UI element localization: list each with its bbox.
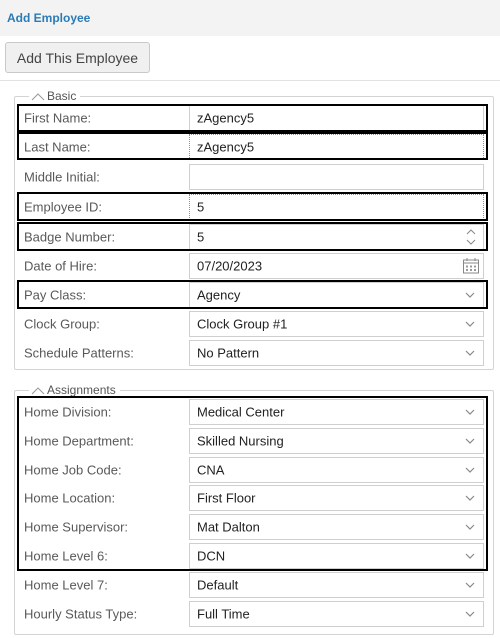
home-department-value: Skilled Nursing [197, 433, 284, 449]
last-name-label: Last Name: [24, 139, 91, 155]
home-level-6-select[interactable] [189, 543, 484, 569]
home-supervisor-row [24, 514, 484, 540]
date-of-hire-label: Date of Hire: [24, 258, 97, 274]
employee-id-label: Employee ID: [24, 199, 103, 215]
chevron-down-icon [465, 350, 475, 357]
chevron-down-icon [465, 467, 475, 474]
pay-class-select[interactable] [189, 282, 484, 308]
home-department-select[interactable] [189, 428, 484, 454]
chevron-down-icon [465, 553, 475, 560]
employee-id-value: 5 [197, 199, 205, 215]
chevron-up-icon [31, 93, 45, 101]
home-level-7-value: Default [197, 577, 239, 593]
last-name-value: zAgency5 [197, 139, 255, 155]
chevron-up-icon [31, 387, 45, 395]
add-employee-button[interactable]: Add This Employee [5, 42, 150, 73]
hourly-status-type-row [24, 601, 484, 627]
first-name-row [24, 105, 484, 131]
home-job-code-select[interactable] [189, 457, 484, 483]
home-job-code-value: CNA [197, 462, 225, 478]
last-name-input[interactable] [189, 134, 484, 160]
hourly-status-type-label: Hourly Status Type: [24, 606, 138, 622]
page-title: Add Employee [7, 11, 91, 25]
basic-legend[interactable] [29, 90, 80, 102]
last-name-row [24, 134, 484, 160]
badge-number-input[interactable] [189, 224, 484, 250]
chevron-down-icon [465, 582, 475, 589]
assignments-legend-label: Assignments [47, 383, 116, 397]
home-division-row [24, 399, 484, 425]
pay-class-value: Agency [197, 287, 241, 303]
assignments-legend[interactable] [29, 384, 120, 396]
middle-initial-row [24, 164, 484, 190]
home-job-code-label: Home Job Code: [24, 462, 122, 478]
home-location-select[interactable] [189, 485, 484, 511]
home-division-value: Medical Center [197, 404, 285, 420]
header-bar [0, 0, 500, 36]
pay-class-label: Pay Class: [24, 287, 87, 303]
employee-id-row [24, 194, 484, 220]
home-location-label: Home Location: [24, 490, 116, 506]
home-division-select[interactable] [189, 399, 484, 425]
first-name-input[interactable] [189, 105, 484, 131]
home-division-label: Home Division: [24, 404, 112, 420]
pay-class-row [24, 282, 484, 308]
home-supervisor-label: Home Supervisor: [24, 519, 129, 535]
schedule-patterns-select[interactable] [189, 340, 484, 366]
clock-group-value: Clock Group #1 [197, 316, 288, 332]
home-level-6-value: DCN [197, 548, 226, 564]
home-level-7-label: Home Level 7: [24, 577, 108, 593]
home-supervisor-value: Mat Dalton [197, 519, 260, 535]
chevron-down-icon [465, 611, 475, 618]
middle-initial-label: Middle Initial: [24, 169, 100, 185]
clock-group-row [24, 311, 484, 337]
chevron-down-icon [465, 321, 475, 328]
clock-group-select[interactable] [189, 311, 484, 337]
clock-group-label: Clock Group: [24, 316, 100, 332]
chevron-down-icon [465, 409, 475, 416]
home-department-label: Home Department: [24, 433, 134, 449]
toolbar [0, 36, 500, 81]
home-job-code-row [24, 457, 484, 483]
home-location-row [24, 485, 484, 511]
first-name-label: First Name: [24, 110, 92, 126]
middle-initial-input[interactable] [189, 164, 484, 190]
chevron-down-icon [465, 438, 475, 445]
home-location-value: First Floor [197, 490, 256, 506]
badge-number-row [24, 224, 484, 250]
chevron-down-icon [465, 524, 475, 531]
home-level-7-row [24, 572, 484, 598]
schedule-patterns-label: Schedule Patterns: [24, 345, 134, 361]
home-level-6-label: Home Level 6: [24, 548, 108, 564]
badge-number-label: Badge Number: [24, 229, 116, 245]
employee-id-input[interactable] [189, 194, 484, 220]
basic-legend-label: Basic [47, 89, 77, 103]
home-level-6-row [24, 543, 484, 569]
chevron-down-icon [465, 292, 475, 299]
hourly-status-type-select[interactable] [189, 601, 484, 627]
home-level-7-select[interactable] [189, 572, 484, 598]
schedule-patterns-value: No Pattern [197, 345, 260, 361]
badge-number-value: 5 [197, 229, 205, 245]
hourly-status-type-value: Full Time [197, 606, 250, 622]
chevron-down-icon [465, 495, 475, 502]
home-department-row [24, 428, 484, 454]
date-of-hire-input[interactable] [189, 253, 484, 279]
home-supervisor-select[interactable] [189, 514, 484, 540]
date-of-hire-value: 07/20/2023 [197, 258, 263, 274]
date-of-hire-row [24, 253, 484, 279]
first-name-value: zAgency5 [197, 110, 255, 126]
spinner-arrows-icon[interactable] [466, 228, 476, 246]
calendar-icon[interactable] [462, 257, 480, 275]
schedule-patterns-row [24, 340, 484, 366]
